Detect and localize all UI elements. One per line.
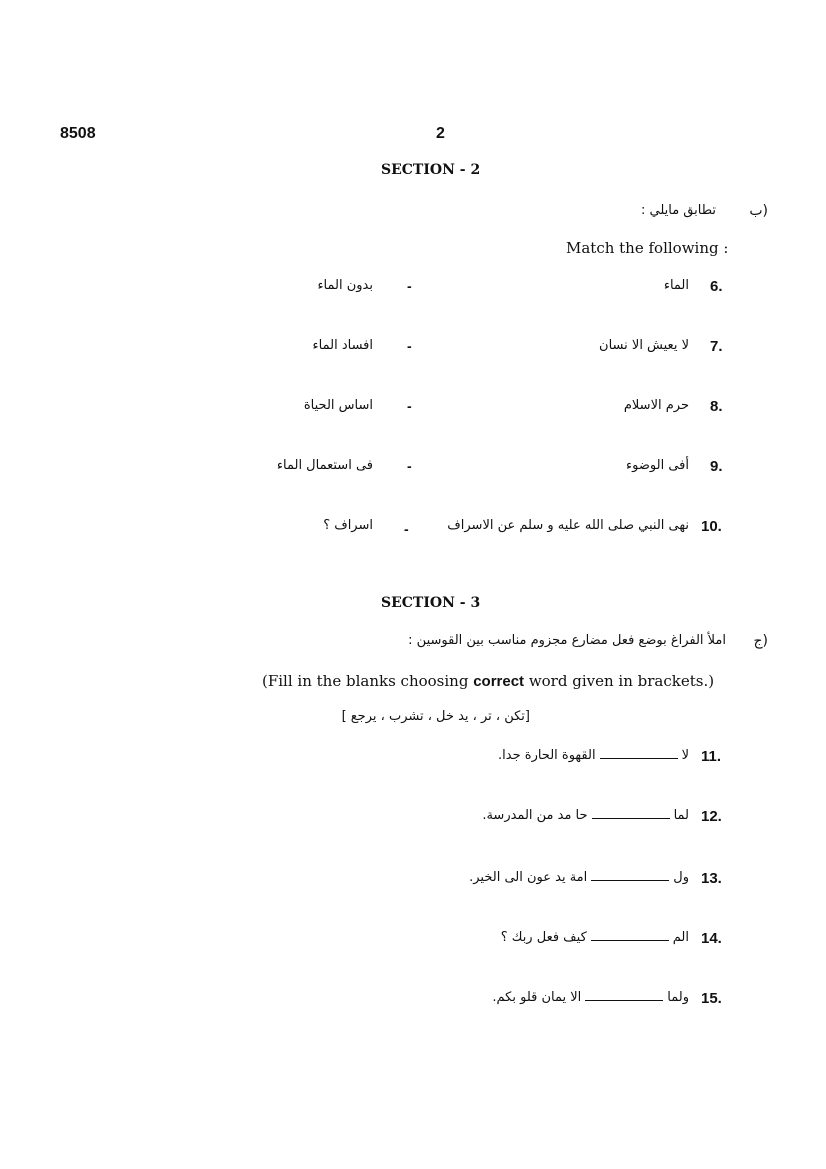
answer-blank[interactable] (591, 879, 669, 881)
section-3-instruction-ar: املأ الفراغ بوضع فعل مضارع مجزوم مناسب بين القوسين : (408, 633, 726, 648)
answer-blank[interactable] (592, 817, 670, 819)
paper-code: 8508 (60, 125, 96, 142)
match-dash: - (407, 278, 412, 294)
item-number: 6. (710, 278, 723, 295)
section-3-instruction-en: (Fill in the blanks choosing correct word given in brackets.) (262, 672, 715, 690)
match-right-term: فى استعمال الماء (276, 458, 373, 473)
page-number: 2 (436, 125, 445, 142)
item-number: 7. (710, 338, 723, 355)
word-options: [تكن ، تر ، يد خل ، تشرب ، يرجع ] (341, 709, 530, 724)
item-number: 13. (701, 870, 722, 887)
match-right-term: افساد الماء (312, 338, 373, 353)
answer-blank[interactable] (600, 757, 678, 759)
match-left-term: لا يعيش الا نسان (599, 338, 689, 353)
match-dash: - (407, 398, 412, 414)
item-number: 14. (701, 930, 722, 947)
match-left-term: نهى النبي صلى الله عليه و سلم عن الاسراف (447, 518, 689, 533)
item-number: 8. (710, 398, 723, 415)
section-3-title: SECTION - 3 (381, 595, 481, 611)
item-number: 12. (701, 808, 722, 825)
section-2-instruction-en: Match the following : (566, 239, 729, 257)
section-2-label: (ب (749, 203, 768, 219)
section-3-label: (ج (753, 633, 768, 649)
item-number: 9. (710, 458, 723, 475)
answer-blank[interactable] (585, 999, 663, 1001)
match-left-term: الماء (663, 278, 689, 293)
match-right-term: بدون الماء (317, 278, 373, 293)
match-right-term: اسراف ؟ (323, 518, 373, 533)
section-2-title: SECTION - 2 (381, 162, 481, 178)
answer-blank[interactable] (591, 939, 669, 941)
match-dash: - (407, 458, 412, 474)
match-dash: - (407, 338, 412, 354)
match-left-term: أفى الوضوء (626, 458, 689, 473)
match-right-term: اساس الحياة (303, 398, 373, 413)
match-left-term: حرم الاسلام (623, 398, 689, 413)
item-number: 15. (701, 990, 722, 1007)
fill-blank-sentence: لاالقهوة الحارة جدا. (498, 748, 689, 763)
fill-blank-sentence: ولماالا يمان قلو بكم. (492, 990, 689, 1005)
item-number: 10. (701, 518, 722, 535)
match-dash: - (404, 521, 409, 537)
fill-blank-sentence: ولامة يد عون الى الخير. (469, 870, 689, 885)
fill-blank-sentence: لماحا مد من المدرسة. (482, 808, 689, 823)
item-number: 11. (701, 748, 722, 765)
fill-blank-sentence: المكيف فعل ربك ؟ (500, 930, 689, 945)
section-2-instruction-ar: تطابق مايلي : (640, 203, 716, 218)
